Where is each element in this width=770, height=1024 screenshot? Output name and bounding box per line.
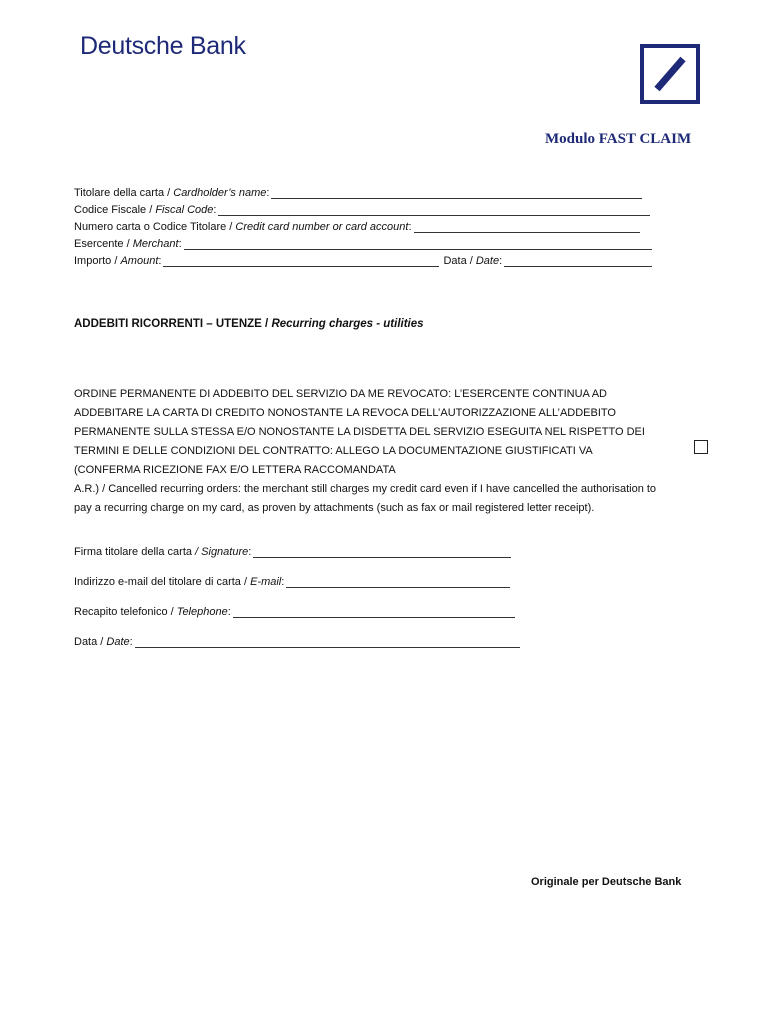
merchant-field[interactable] [74, 236, 652, 250]
field-label: Firma titolare della carta [74, 546, 196, 558]
signature-field[interactable] [74, 544, 511, 558]
field-label-suffix: : [408, 221, 412, 233]
field-label-suffix: : [129, 636, 133, 648]
statement-paragraph [74, 385, 689, 518]
field-label-en: Telephone [176, 606, 228, 618]
section-heading-it: ADDEBITI RICORRENTI – UTENZE / [74, 318, 272, 330]
cardholder-name-field[interactable] [74, 185, 642, 199]
field-label: Indirizzo e-mail del titolare di carta / [74, 576, 251, 588]
deutsche-bank-logo-icon [640, 44, 700, 104]
field-label-suffix: : [227, 606, 231, 618]
statement-line: ADDEBITARE LA CARTA DI CREDITO NONOSTANTE LA REVOCA DELL’AUTORIZZAZIONE ALL’ADDEBITO [74, 407, 616, 419]
date-label: Data / [443, 255, 476, 267]
statement-line: PERMANENTE SULLA STESSA E/O NONOSTANTE LA DISDETTA DEL SERVIZIO ESEGUITA NEL RISPETTO DEI [74, 426, 645, 438]
signature-date-line[interactable] [135, 637, 520, 648]
statement-line: ORDINE PERMANENTE DI ADDEBITO DEL SERVIZIO DA ME REVOCATO: L’ESERCENTE CONTINUA AD [74, 388, 608, 400]
field-label-suffix: : [213, 204, 217, 216]
date-line[interactable] [504, 256, 652, 267]
amount-line[interactable] [163, 256, 439, 267]
signature-date-field[interactable] [74, 634, 520, 648]
field-label: Esercente / [74, 238, 133, 250]
field-label-en: Cardholder’s name [173, 187, 267, 199]
field-label-suffix: : [281, 576, 285, 588]
cardholder-name-line[interactable] [271, 188, 642, 199]
field-label-suffix: : [266, 187, 270, 199]
statement-line: pay a recurring charge on my card, as proven by attachments (such as fax or mail registered letter receipt). [74, 502, 595, 514]
form-title: Modulo FAST CLAIM [545, 131, 692, 147]
field-label-en: Date [106, 636, 130, 648]
email-field[interactable] [74, 574, 510, 588]
field-label-suffix: : [158, 255, 162, 267]
recurring-charges-checkbox[interactable] [694, 440, 708, 454]
field-label: Data / [74, 636, 107, 648]
field-label-suffix: : [178, 238, 182, 250]
field-label: Codice Fiscale / [74, 204, 156, 216]
field-label-en: E-mail [250, 576, 282, 588]
amount-field[interactable] [74, 253, 652, 267]
field-label-en: Merchant [132, 238, 179, 250]
field-label: Numero carta o Codice Titolare / [74, 221, 236, 233]
field-label-en: Fiscal Code [155, 204, 214, 216]
field-label: Recapito telefonico / [74, 606, 177, 618]
date-label-en: Date [475, 255, 500, 267]
field-label-en: Credit card number or card account [235, 221, 409, 233]
statement-line: A.R.) / Cancelled recurring orders: the merchant still charges my credit card even if I have cancelled the authorisation to [74, 483, 657, 495]
statement-line: (CONFERMA RICEZIONE FAX E/O LETTERA RACCOMANDATA [74, 464, 396, 476]
email-line[interactable] [286, 577, 510, 588]
field-label: Importo / [74, 255, 121, 267]
card-number-field[interactable] [74, 219, 640, 233]
brand-name: Deutsche Bank [80, 32, 246, 60]
card-number-line[interactable] [414, 222, 640, 233]
fiscal-code-field[interactable] [74, 202, 650, 216]
field-label-en: / Signature [195, 546, 249, 558]
footer-note: Originale per Deutsche Bank [531, 876, 682, 888]
statement-line: TERMINI E DELLE CONDIZIONI DEL CONTRATTO: ALLEGO LA DOCUMENTAZIONE GIUSTIFICATI VA [74, 445, 593, 457]
telephone-line[interactable] [233, 607, 515, 618]
telephone-field[interactable] [74, 604, 515, 618]
fiscal-code-line[interactable] [218, 205, 650, 216]
field-label-en: Amount [120, 255, 159, 267]
section-heading-en: Recurring charges - utilities [271, 318, 424, 330]
field-label: Titolare della carta / [74, 187, 174, 199]
merchant-line[interactable] [184, 239, 652, 250]
section-heading [74, 318, 424, 330]
date-label-suffix: : [499, 255, 503, 267]
signature-line[interactable] [253, 547, 511, 558]
field-label-suffix: : [248, 546, 252, 558]
